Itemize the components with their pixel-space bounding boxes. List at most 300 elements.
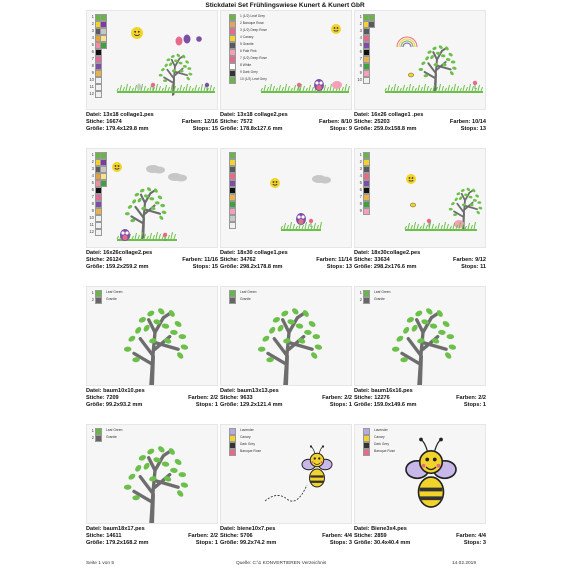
colors-label: Farben:: [188, 533, 209, 539]
thread-color-row: [356, 296, 436, 303]
thread-color-row: [88, 41, 168, 48]
thread-name: Baroque Rose: [374, 449, 396, 453]
color-count: 11/16: [204, 257, 218, 263]
stitches-label: Stiche:: [220, 257, 239, 263]
size-label: Größe:: [86, 540, 105, 546]
stops-label: Stops:: [461, 264, 479, 270]
thread-number: 2: [359, 21, 362, 26]
size-label: Größe:: [354, 402, 373, 408]
file-name: Biene3x4.pes: [371, 526, 407, 532]
file-name: baum18x17.pes: [103, 526, 145, 532]
colors-label: Farben:: [322, 533, 343, 539]
thread-number: 7: [359, 194, 362, 199]
design-size: 99.2x93.2 mm: [105, 402, 143, 408]
stop-count: 1: [214, 402, 218, 408]
color-count: 2/2: [344, 395, 352, 401]
thread-color-row: [88, 207, 168, 214]
design-card[interactable]: [354, 10, 486, 146]
thread-color-row: [222, 27, 302, 34]
file-label: Datei:: [220, 250, 236, 256]
stitch-count: 9633: [240, 395, 253, 401]
color-count: 2/2: [210, 395, 218, 401]
page-number: Seite 1 von 5: [86, 561, 115, 566]
thread-color-row: [356, 172, 436, 179]
thread-number: 5: [91, 42, 94, 47]
thread-number: 9: [91, 208, 94, 213]
stop-count: 1: [214, 540, 218, 546]
design-preview: [354, 148, 486, 248]
design-card[interactable]: [220, 424, 352, 560]
stitch-count: 7209: [106, 395, 119, 401]
thread-number: 8: [91, 63, 94, 68]
thread-number: 7: [91, 194, 94, 199]
color-count: 9/12: [475, 257, 486, 263]
thread-color-row: [88, 289, 168, 296]
thread-color-legend: [356, 13, 436, 83]
design-preview: [86, 10, 218, 110]
size-label: Größe:: [354, 540, 373, 546]
size-label: Größe:: [220, 264, 239, 270]
thread-number: 10: [89, 77, 94, 82]
thread-name: Baroque Rose: [240, 449, 262, 453]
thread-color-row: [222, 172, 302, 179]
file-label: Datei:: [86, 112, 102, 118]
file-name: biene10x7.pes: [237, 526, 276, 532]
stitch-count: 26124: [106, 257, 122, 263]
thread-color-row: [222, 69, 302, 76]
size-label: Größe:: [220, 402, 239, 408]
size-label: Größe:: [220, 126, 239, 132]
file-label: Datei:: [354, 250, 370, 256]
thread-number: 2: [91, 435, 94, 440]
design-info: [220, 112, 352, 133]
thread-number: 2: [359, 159, 362, 164]
design-info: [86, 112, 218, 133]
thread-color-row: [88, 296, 168, 303]
stops-label: Stops:: [463, 402, 482, 408]
stops-label: Stops:: [195, 402, 214, 408]
stop-count: 11: [480, 264, 486, 270]
design-size: 159.0x149.6 mm: [373, 402, 417, 408]
thread-number: 8: [91, 201, 94, 206]
thread-swatch: [229, 297, 236, 304]
thread-color-row: [222, 200, 302, 207]
file-label: Datei:: [86, 388, 102, 394]
file-name: 16x26collage2.pes: [103, 250, 153, 256]
thread-name: 1 (1/2) Leaf Grey: [240, 14, 265, 18]
thread-number: 1: [359, 14, 362, 19]
design-preview: [220, 148, 352, 248]
stop-count: 13: [479, 126, 486, 132]
stops-label: Stops:: [195, 540, 214, 546]
source-path: Quelle: C:\1 KONVERTIEREN Verzeichnis: [236, 561, 327, 566]
thread-number: 9: [359, 208, 362, 213]
file-label: Datei:: [354, 526, 370, 532]
thread-number: 2: [91, 297, 94, 302]
thread-color-row: [222, 151, 302, 158]
thread-color-row: [356, 55, 436, 62]
thread-number: 3: [91, 28, 94, 33]
stops-label: Stops:: [460, 126, 479, 132]
thread-color-row: [222, 289, 302, 296]
thread-number: 7: [91, 56, 94, 61]
file-name: 18x30 collage1.pes: [237, 250, 288, 256]
thread-color-row: [222, 427, 302, 434]
thread-color-row: [222, 221, 302, 228]
file-label: Datei:: [86, 526, 102, 532]
print-date: 14.02.2019: [452, 561, 477, 566]
stop-count: 15: [211, 126, 218, 132]
design-preview: [86, 424, 218, 524]
thread-name: Leaf Green: [106, 290, 123, 294]
thread-name: 10 (1/2) Leaf Grey: [240, 77, 267, 81]
design-card[interactable]: [220, 148, 352, 284]
thread-color-legend: [88, 427, 168, 441]
colors-label: Farben:: [456, 533, 477, 539]
stops-label: Stops:: [192, 264, 211, 270]
colors-label: Farben:: [181, 119, 203, 125]
color-count: 2/2: [210, 533, 218, 539]
stops-label: Stops:: [329, 540, 348, 546]
thread-color-row: [222, 193, 302, 200]
thread-number: 4: [359, 35, 362, 40]
thread-number: 2: [359, 297, 362, 302]
design-size: 298.2x176.6 mm: [373, 264, 417, 270]
design-size: 179.4x129.8 mm: [105, 126, 149, 132]
thread-color-row: [356, 441, 436, 448]
thread-name: 2 Baroque Rose: [240, 21, 264, 25]
thread-name: Canary: [240, 435, 251, 439]
thread-color-row: [88, 165, 168, 172]
stitches-label: Stiche:: [354, 395, 373, 401]
thread-color-row: [222, 165, 302, 172]
thread-color-row: [88, 48, 168, 55]
thread-color-row: [88, 186, 168, 193]
thread-number: 9: [91, 70, 94, 75]
thread-number: 5: [91, 180, 94, 185]
stitches-label: Stiche:: [220, 119, 239, 125]
thread-color-row: [88, 179, 168, 186]
thread-color-row: [222, 34, 302, 41]
thread-color-legend: [222, 151, 302, 228]
thread-name: 5 Granite: [240, 42, 254, 46]
thread-swatch: [95, 91, 102, 98]
thread-name: Lavender: [240, 428, 254, 432]
thread-swatch: [363, 208, 370, 215]
stop-count: 3: [482, 540, 486, 546]
thread-swatch: [95, 229, 102, 236]
design-info: [354, 526, 486, 547]
stitches-label: Stiche:: [86, 119, 105, 125]
design-info: [354, 250, 486, 271]
thread-color-row: [88, 69, 168, 76]
thread-color-row: [222, 62, 302, 69]
stops-label: Stops:: [463, 540, 482, 546]
stop-count: 1: [482, 402, 486, 408]
thread-number: 1: [359, 290, 362, 295]
stops-label: Stops:: [329, 126, 348, 132]
stops-label: Stops:: [192, 126, 211, 132]
thread-number: 4: [91, 35, 94, 40]
thread-color-row: [88, 193, 168, 200]
thread-swatch: [229, 77, 236, 84]
thread-color-row: [88, 158, 168, 165]
thread-color-row: [88, 62, 168, 69]
design-size: 298.2x178.8 mm: [239, 264, 283, 270]
colors-label: Farben:: [322, 395, 343, 401]
thread-color-row: [222, 434, 302, 441]
design-preview: [220, 286, 352, 386]
thread-name: Dark Grey: [240, 442, 256, 446]
design-card[interactable]: [86, 424, 218, 560]
stop-count: 1: [348, 402, 352, 408]
page-title: Stickdatei Set Frühlingswiese Kunert & Kunert GbR: [205, 2, 365, 9]
stops-label: Stops:: [329, 402, 348, 408]
thread-number: 2: [91, 21, 94, 26]
file-name: baum10x10.pes: [103, 388, 145, 394]
stitch-count: 14611: [106, 533, 122, 539]
thread-number: 6: [91, 187, 94, 192]
thread-color-row: [88, 27, 168, 34]
design-info: [354, 388, 486, 409]
size-label: Größe:: [220, 540, 239, 546]
thread-color-row: [356, 186, 436, 193]
design-preview: [220, 424, 352, 524]
stitches-label: Stiche:: [354, 257, 373, 263]
colors-label: Farben:: [188, 395, 209, 401]
thread-color-row: [356, 27, 436, 34]
thread-color-row: [88, 34, 168, 41]
thread-color-row: [356, 20, 436, 27]
design-size: 30.4x40.4 mm: [373, 540, 411, 546]
design-card[interactable]: [220, 286, 352, 422]
thread-number: 5: [359, 180, 362, 185]
colors-label: Farben:: [456, 395, 477, 401]
thread-color-row: [356, 158, 436, 165]
stop-count: 15: [211, 264, 218, 270]
stops-label: Stops:: [326, 264, 345, 270]
thread-color-row: [88, 13, 168, 20]
colors-label: Farben:: [453, 257, 474, 263]
design-size: 179.2x168.2 mm: [105, 540, 149, 546]
thread-color-row: [88, 90, 168, 97]
design-info: [220, 388, 352, 409]
thread-color-row: [356, 165, 436, 172]
thread-swatch: [229, 449, 236, 456]
thread-color-row: [222, 186, 302, 193]
thread-swatch: [95, 435, 102, 442]
thread-color-row: [222, 158, 302, 165]
thread-swatch: [363, 449, 370, 456]
size-label: Größe:: [86, 402, 105, 408]
design-preview: [354, 424, 486, 524]
thread-name: 9 Dark Grey: [240, 70, 258, 74]
color-count: 12/16: [204, 119, 218, 125]
design-card[interactable]: [354, 148, 486, 284]
size-label: Größe:: [86, 264, 105, 270]
thread-color-legend: [356, 427, 436, 455]
thread-number: 7: [359, 56, 362, 61]
color-count: 2/2: [478, 395, 486, 401]
thread-color-row: [356, 151, 436, 158]
design-info: [86, 526, 218, 547]
thread-color-row: [222, 441, 302, 448]
stitch-count: 2859: [374, 533, 387, 539]
design-size: 178.8x127.6 mm: [239, 126, 283, 132]
thread-color-row: [356, 13, 436, 20]
color-count: 11/14: [338, 257, 352, 263]
thread-color-row: [356, 69, 436, 76]
file-name: baum13x13.pes: [237, 388, 279, 394]
thread-swatch: [363, 77, 370, 84]
design-card[interactable]: [86, 286, 218, 422]
design-size: 99.2x74.2 mm: [239, 540, 277, 546]
design-card[interactable]: [86, 148, 218, 284]
thread-number: 11: [89, 222, 94, 227]
thread-color-row: [88, 20, 168, 27]
thread-color-row: [356, 434, 436, 441]
thread-number: 10: [89, 215, 94, 220]
thread-color-row: [222, 48, 302, 55]
thread-color-legend: [88, 289, 168, 303]
thread-number: 12: [89, 91, 94, 96]
thread-color-row: [222, 214, 302, 221]
stitches-label: Stiche:: [86, 533, 105, 539]
thread-name: 6 Pale Pink: [240, 49, 257, 53]
thread-color-row: [222, 41, 302, 48]
thread-name: Leaf Green: [106, 428, 123, 432]
thread-color-row: [222, 20, 302, 27]
thread-name: Granite: [106, 297, 117, 301]
thread-color-row: [222, 207, 302, 214]
thread-name: 7 (1/2) Deep Rose: [240, 56, 267, 60]
color-count: 4/4: [478, 533, 486, 539]
stitch-count: 12276: [374, 395, 390, 401]
thread-name: 8 White: [240, 63, 252, 67]
design-preview: [86, 286, 218, 386]
stop-count: 3: [348, 540, 352, 546]
thread-name: Lavender: [374, 428, 388, 432]
thread-color-row: [222, 448, 302, 455]
thread-color-legend: [222, 289, 302, 303]
stitch-count: 7572: [240, 119, 253, 125]
thread-color-legend: [88, 13, 168, 97]
thread-color-row: [88, 83, 168, 90]
stitches-label: Stiche:: [86, 395, 105, 401]
stop-count: 9: [348, 126, 352, 132]
thread-color-row: [88, 434, 168, 441]
thread-number: 3: [359, 28, 362, 33]
design-card[interactable]: [86, 10, 218, 146]
thread-color-row: [88, 214, 168, 221]
thread-number: 12: [89, 229, 94, 234]
thread-color-row: [356, 289, 436, 296]
design-size: 159.2x259.2 mm: [105, 264, 149, 270]
thread-color-row: [222, 55, 302, 62]
thread-color-row: [356, 62, 436, 69]
thread-color-row: [88, 172, 168, 179]
thread-color-row: [88, 427, 168, 434]
thread-color-row: [356, 179, 436, 186]
file-name: 16x26 collage1 .pes: [371, 112, 424, 118]
color-count: 8/10: [341, 119, 352, 125]
thread-name: Granite: [374, 297, 385, 301]
thread-number: 3: [359, 166, 362, 171]
thread-name: Granite: [106, 435, 117, 439]
thread-color-row: [356, 193, 436, 200]
design-card[interactable]: [354, 424, 486, 560]
thread-color-row: [222, 296, 302, 303]
thread-color-row: [88, 151, 168, 158]
thread-number: 10: [357, 77, 362, 82]
stitches-label: Stiche:: [220, 395, 239, 401]
stitches-label: Stiche:: [354, 533, 373, 539]
thread-number: 4: [359, 173, 362, 178]
design-info: [220, 526, 352, 547]
design-info: [354, 112, 486, 133]
design-preview: [220, 10, 352, 110]
file-label: Datei:: [354, 388, 370, 394]
thread-color-row: [356, 76, 436, 83]
thread-color-row: [88, 76, 168, 83]
design-size: 129.2x121.4 mm: [239, 402, 283, 408]
design-card[interactable]: [354, 286, 486, 422]
thread-color-legend: [222, 13, 302, 83]
thread-swatch: [95, 297, 102, 304]
design-info: [86, 388, 218, 409]
thread-color-row: [88, 200, 168, 207]
thread-number: 9: [359, 70, 362, 75]
stop-count: 13: [345, 264, 352, 270]
thread-number: 11: [89, 84, 94, 89]
design-info: [86, 250, 218, 271]
thread-color-row: [222, 13, 302, 20]
color-count: 10/14: [472, 119, 486, 125]
thread-name: 3 (1/2) Deep Rose: [240, 28, 267, 32]
thread-number: 1: [91, 14, 94, 19]
thread-color-row: [356, 41, 436, 48]
stitch-count: 16674: [106, 119, 122, 125]
thread-color-row: [356, 207, 436, 214]
thread-number: 1: [91, 428, 94, 433]
design-preview: [354, 10, 486, 110]
thread-number: 1: [359, 152, 362, 157]
thread-number: 8: [359, 63, 362, 68]
thread-swatch: [363, 297, 370, 304]
stitch-count: 5706: [240, 533, 253, 539]
thread-color-row: [88, 55, 168, 62]
thread-name: Leaf Green: [374, 290, 391, 294]
thread-number: 5: [359, 42, 362, 47]
color-count: 4/4: [344, 533, 352, 539]
thread-name: Granite: [240, 297, 251, 301]
colors-label: Farben:: [319, 119, 340, 125]
thread-color-legend: [222, 427, 302, 455]
size-label: Größe:: [354, 264, 373, 270]
design-size: 259.0x158.8 mm: [373, 126, 417, 132]
file-label: Datei:: [220, 388, 236, 394]
stitch-count: 25203: [374, 119, 390, 125]
size-label: Größe:: [86, 126, 105, 132]
design-info: [220, 250, 352, 271]
design-preview: [354, 286, 486, 386]
stitch-count: 34762: [240, 257, 256, 263]
stitches-label: Stiche:: [220, 533, 239, 539]
colors-label: Farben:: [182, 257, 203, 263]
design-preview: [86, 148, 218, 248]
design-card[interactable]: [220, 10, 352, 146]
file-label: Datei:: [86, 250, 102, 256]
